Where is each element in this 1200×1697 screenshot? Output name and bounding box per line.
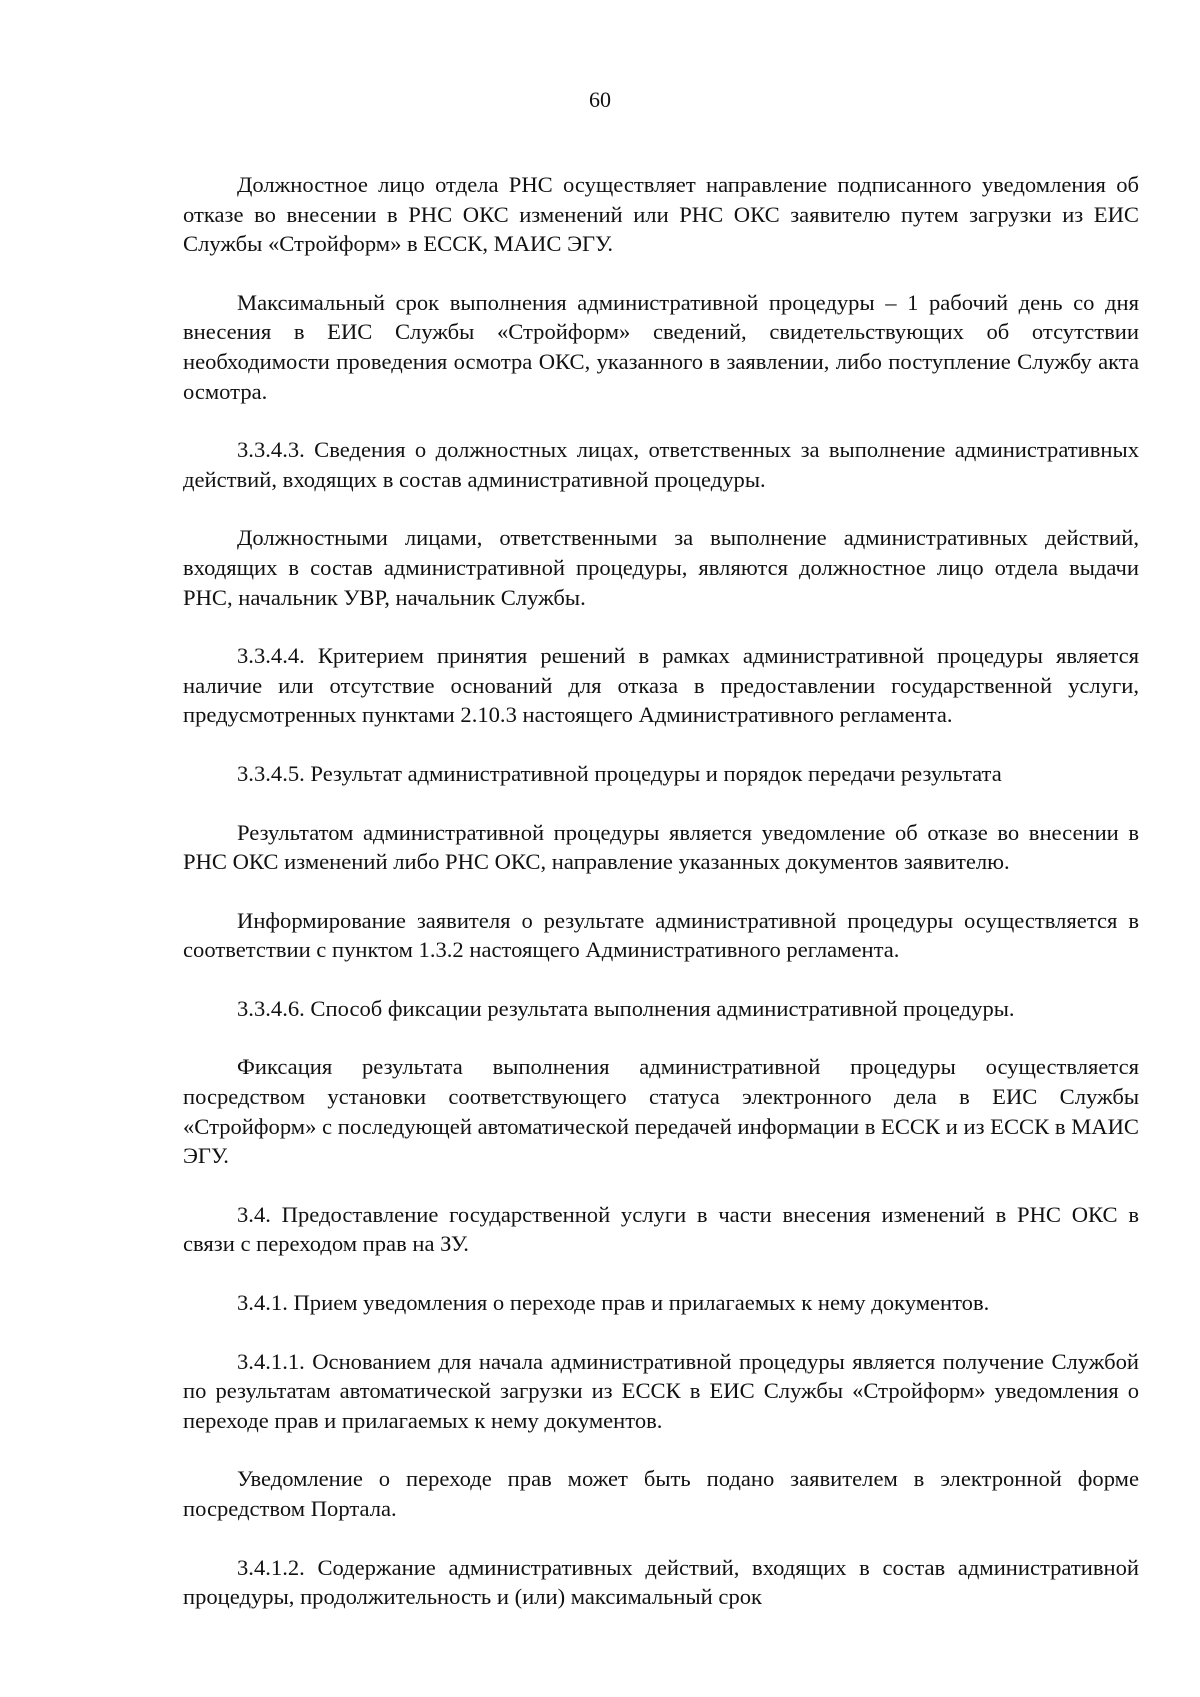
paragraph-3-4-1-1: 3.4.1.1. Основанием для начала административной процедуры является получение Службой по результатам автоматической загрузки из ЕССК в ЕИС Службы «Стройформ» уведомления о переходе прав и прилагаемых к нему документов. [183, 1348, 1139, 1433]
paragraph-responsible-officials: Должностными лицами, ответственными за выполнение административных действий, входящих в состав административной процедуры, являются должностное лицо отдела выдачи РНС, начальник УВР, начальник Службы. [183, 525, 1139, 610]
paragraph-result-fixation: Фиксация результата выполнения административной процедуры осуществляется посредством установки соответствующего статуса электронного дела в ЕИС Службы «Стройформ» с последующей автоматической передачей информации в ЕССК и из ЕССК в МАИС ЭГУ. [183, 1054, 1139, 1169]
paragraph-3-3-4-6: 3.3.4.6. Способ фиксации результата выполнения административной процедуры. [237, 995, 1015, 1021]
paragraph-informing-applicant: Информирование заявителя о результате административной процедуры осуществляется в соответствии с пунктом 1.3.2 настоящего Административного регламента. [183, 907, 1139, 963]
paragraph-notice-via-portal: Уведомление о переходе прав может быть подано заявителем в электронной форме посредством Портала. [183, 1466, 1139, 1521]
paragraph-max-term: Максимальный срок выполнения административной процедуры – 1 рабочий день со дня внесения в ЕИС Службы «Стройформ» сведений, свидетельствующих об отсутствии необходимости проведения осмотра ОКС, указанного в заявлении, либо поступление Службу акта осмотра. [183, 289, 1139, 404]
paragraph-3-4-1: 3.4.1. Прием уведомления о переходе прав и прилагаемых к нему документов. [237, 1290, 990, 1316]
paragraph-3-3-4-3: 3.3.4.3. Сведения о должностных лицах, ответственных за выполнение административных действий, входящих в состав административной процедуры. [183, 437, 1139, 492]
page-number: 60 [589, 87, 611, 112]
paragraph-3-3-4-5: 3.3.4.5. Результат административной процедуры и порядок передачи результата [237, 760, 1002, 786]
paragraph-rns-notice-sending: Должностное лицо отдела РНС осуществляет направление подписанного уведомления об отказе во внесении в РНС ОКС изменений или РНС ОКС заявителю путем загрузки из ЕИС Службы «Стройформ» в ЕССК, МАИС ЭГУ. [183, 172, 1139, 257]
paragraph-3-4: 3.4. Предоставление государственной услуги в части внесения изменений в РНС ОКС в связи с переходом прав на ЗУ. [183, 1201, 1139, 1257]
paragraph-procedure-result: Результатом административной процедуры является уведомление об отказе во внесении в РНС ОКС изменений либо РНС ОКС, направление указанных документов заявителю. [183, 819, 1139, 875]
paragraph-3-4-1-2: 3.4.1.2. Содержание административных действий, входящих в состав административной процедуры, продолжительность и (или) максимальный срок [183, 1554, 1139, 1610]
document-body [183, 170, 1139, 1641]
paragraph-3-3-4-4: 3.3.4.4. Критерием принятия решений в рамках административной процедуры является наличие или отсутствие оснований для отказа в предоставлении государственной услуги, предусмотренных пунктами 2.10.3 настоящего Административного регламента. [183, 643, 1139, 728]
